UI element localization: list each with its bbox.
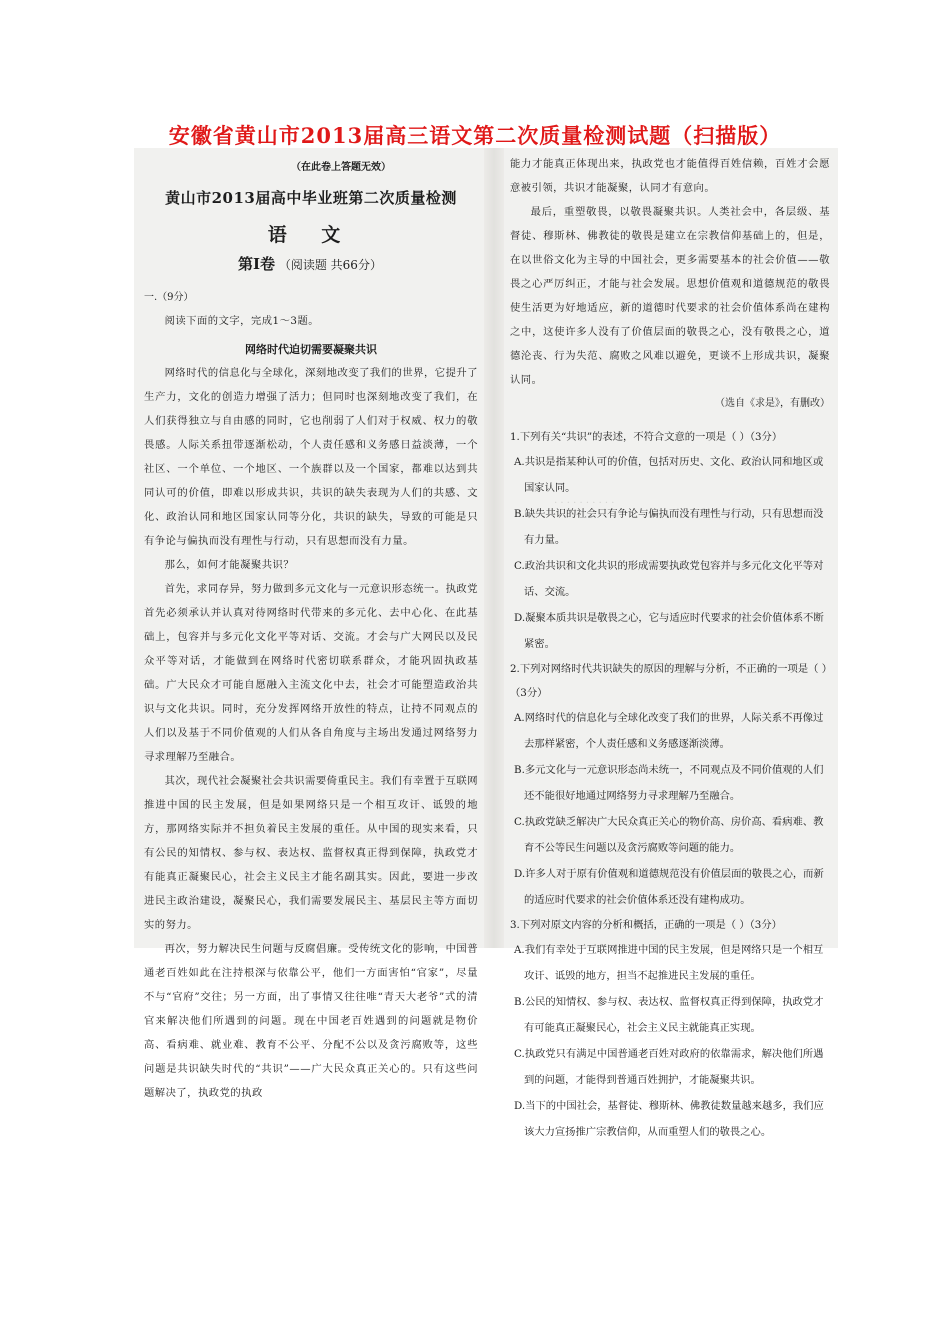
article-paragraph: 首先，求同存异，努力做到多元文化与一元意识形态统一。执政党首先必须承认并认真对待网络时代带来的多元化、去中心化、在此基础上，包容并与多元化文化平等对话、交流。才会与广大网民以及民众平等对话，才能做到在网络时代密切联系群众，才能巩固执政基础。广大民众才可能自愿融入主流文化中去，社会才可能塑造政治共识与文化共识。同时，充分发挥网络开放性的特点，让持不同观点的人们以及基于不同价值观的人们从各自角度与主场出发通过网络努力寻求理解乃至融合。	[144, 583, 478, 763]
answer-option: B.公民的知情权、参与权、表达权、监督权真正得到保障，执政党才有可能真正凝聚民心，社会主义民主就能真正实现。	[514, 996, 824, 1034]
section-label: 一.（9分）	[144, 292, 194, 303]
answer-option: A.共识是指某种认可的价值，包括对历史、文化、政治认同和地区或国家认同。	[514, 456, 824, 494]
reading-instruction: 阅读下面的文字，完成1～3题。	[164, 315, 320, 327]
answer-option: A.我们有幸处于互联网推进中国的民主发展，但是网络只是一个相互攻讦、诋毁的地方，担当不起推进民主发展的重任。	[514, 944, 824, 982]
exam-part	[238, 253, 478, 274]
question-2	[510, 657, 830, 913]
part-label: 第Ⅰ卷	[238, 255, 276, 273]
article-title: 网络时代迫切需要凝聚共识	[245, 343, 377, 356]
document-title: 安徽省黄山市2013届高三语文第二次质量检测试题（扫描版）	[168, 123, 782, 148]
left-column	[134, 148, 484, 1099]
answer-option: C.执政党只有满足中国普通老百姓对政府的依靠需求，解决他们所遇到的问题，才能得到普通百姓拥护，才能凝聚共识。	[514, 1048, 824, 1086]
answer-option: B.缺失共识的社会只有争论与偏执而没有理性与行动，只有思想而没有力量。	[514, 508, 824, 546]
exam-subject: 语 文	[267, 224, 355, 246]
answer-option: B.多元文化与一元意识形态尚未统一，不同观点及不同价值观的人们还不能很好地通过网络努力寻求理解乃至融合。	[514, 764, 824, 802]
article-paragraph: 再次，努力解决民生问题与反腐倡廉。受传统文化的影响，中国普通老百姓如此在注持根深与依靠公平，他们一方面害怕“官家”，尽量不与“官府”交往；另一方面，出了事情又往往唯“青天大老爷”式的清官来解决他们所遇到的问题。现在中国老百姓遇到的问题就是物价高、看病难、就业难、教育不公平、分配不公以及贪污腐败等，这些问题是共识缺失时代的“共识”——广大民众真正关心的。只有这些问题解决了，执政党的执政	[144, 943, 478, 1099]
answer-option: D.凝聚本质共识是敬畏之心，它与适应时代要求的社会价值体系不断紧密。	[514, 612, 824, 650]
article-paragraph: 网络时代的信息化与全球化，深刻地改变了我们的世界，它提升了生产力，文化的创造力增强了活力；但同时也深刻地改变了我们，在人们获得独立与自由感的同时，它也削弱了人们对于权威、权力的敬畏感。人际关系扭带逐渐松动，个人责任感和义务感日益淡薄，一个社区、一个单位、一个地区、一个族群以及一个国家，都难以达到共同认可的价值，即难以形成共识，共识的缺失表现为人们的共感、文化、政治认同和地区国家认同等分化，共识的缺失，导致的可能是只有争论与偏执而没有理性与行动，只有思想而没有力量。	[144, 367, 478, 547]
article-paragraph: 其次，现代社会凝聚社会共识需要倚重民主。我们有幸置于互联网推进中国的民主发展，但是如果网络只是一个相互攻讦、诋毁的地方，那网络实际并不担负着民主发展的重任。从中国的现实来看，只有公民的知情权、参与权、表达权、监督权真正得到保障，执政党才有能真正凝聚民心，社会主义民主才能名副其实。因此，要进一步改进民主政治建设，凝聚民心，我们需要发展民主、基层民主等方面切实的努力。	[144, 775, 478, 931]
answer-option: C.执政党缺乏解决广大民众真正关心的物价高、房价高、看病难、教育不公等民生问题以及贪污腐败等问题的能力。	[514, 816, 824, 854]
answer-option: D.当下的中国社会，基督徒、穆斯林、佛教徒数量越来越多，我们应该大力宣扬推广宗教信仰，从而重塑人们的敬畏之心。	[514, 1100, 824, 1138]
article-paragraph: 能力才能真正体现出来，执政党也才能值得百姓信赖，百姓才会愿意被引领，共识才能凝聚，认同才有意向。	[510, 158, 830, 194]
question-stem: 2.下列对网络时代共识缺失的原因的理解与分析，不正确的一项是（ ）（3分）	[510, 663, 827, 699]
question-stem: 3.下列对原文内容的分析和概括，正确的一项是（ ）（3分）	[510, 919, 782, 931]
exam-note: （在此卷上答题无效）	[291, 162, 391, 173]
right-column	[504, 148, 838, 1138]
article-paragraph: 那么，如何才能凝聚共识？	[164, 559, 295, 571]
question-1	[510, 425, 830, 657]
bleed-through-text: · · · · · · · · · ·	[554, 498, 615, 509]
exam-title: 黄山市2013届高中毕业班第二次质量检测	[165, 189, 457, 207]
article-paragraph: 最后，重塑敬畏，以敬畏凝聚共识。人类社会中，各层级、基督徒、穆斯林、佛教徒的敬畏是建立在宗教信仰基础上的，但是，在以世俗文化为主导的中国社会，更多需要基本的社会价值——敬畏之心严厉纠正，才能与社会发展。思想价值观和道德规范的敬畏使生活更为好地适应，新的道德时代要求的社会价值体系尚在建构之中，这使许多人没有了价值层面的敬畏之心，没有敬畏之心，道德沦丧、行为失范、腐败之风难以避免，更谈不上形成共识，凝聚认同。	[510, 206, 830, 386]
source-note: （选自《求是》，有删改）	[715, 398, 830, 409]
question-3	[510, 913, 830, 1145]
scanned-exam-page	[134, 148, 838, 1138]
answer-option: C.政治共识和文化共识的形成需要执政党包容并与多元化文化平等对话、交流。	[514, 560, 824, 598]
part-detail: （阅读题 共66分）	[278, 258, 382, 272]
page-gutter	[484, 148, 504, 948]
answer-option: A.网络时代的信息化与全球化改变了我们的世界，人际关系不再像过去那样紧密，个人责任感和义务感逐渐淡薄。	[514, 712, 824, 750]
answer-option: D.许多人对于原有价值观和道德规范没有价值层面的敬畏之心，而新的适应时代要求的社会价值体系还没有建构成功。	[514, 868, 824, 906]
question-stem: 1.下列有关“共识”的表述，不符合文意的一项是（ ）（3分）	[510, 431, 783, 443]
